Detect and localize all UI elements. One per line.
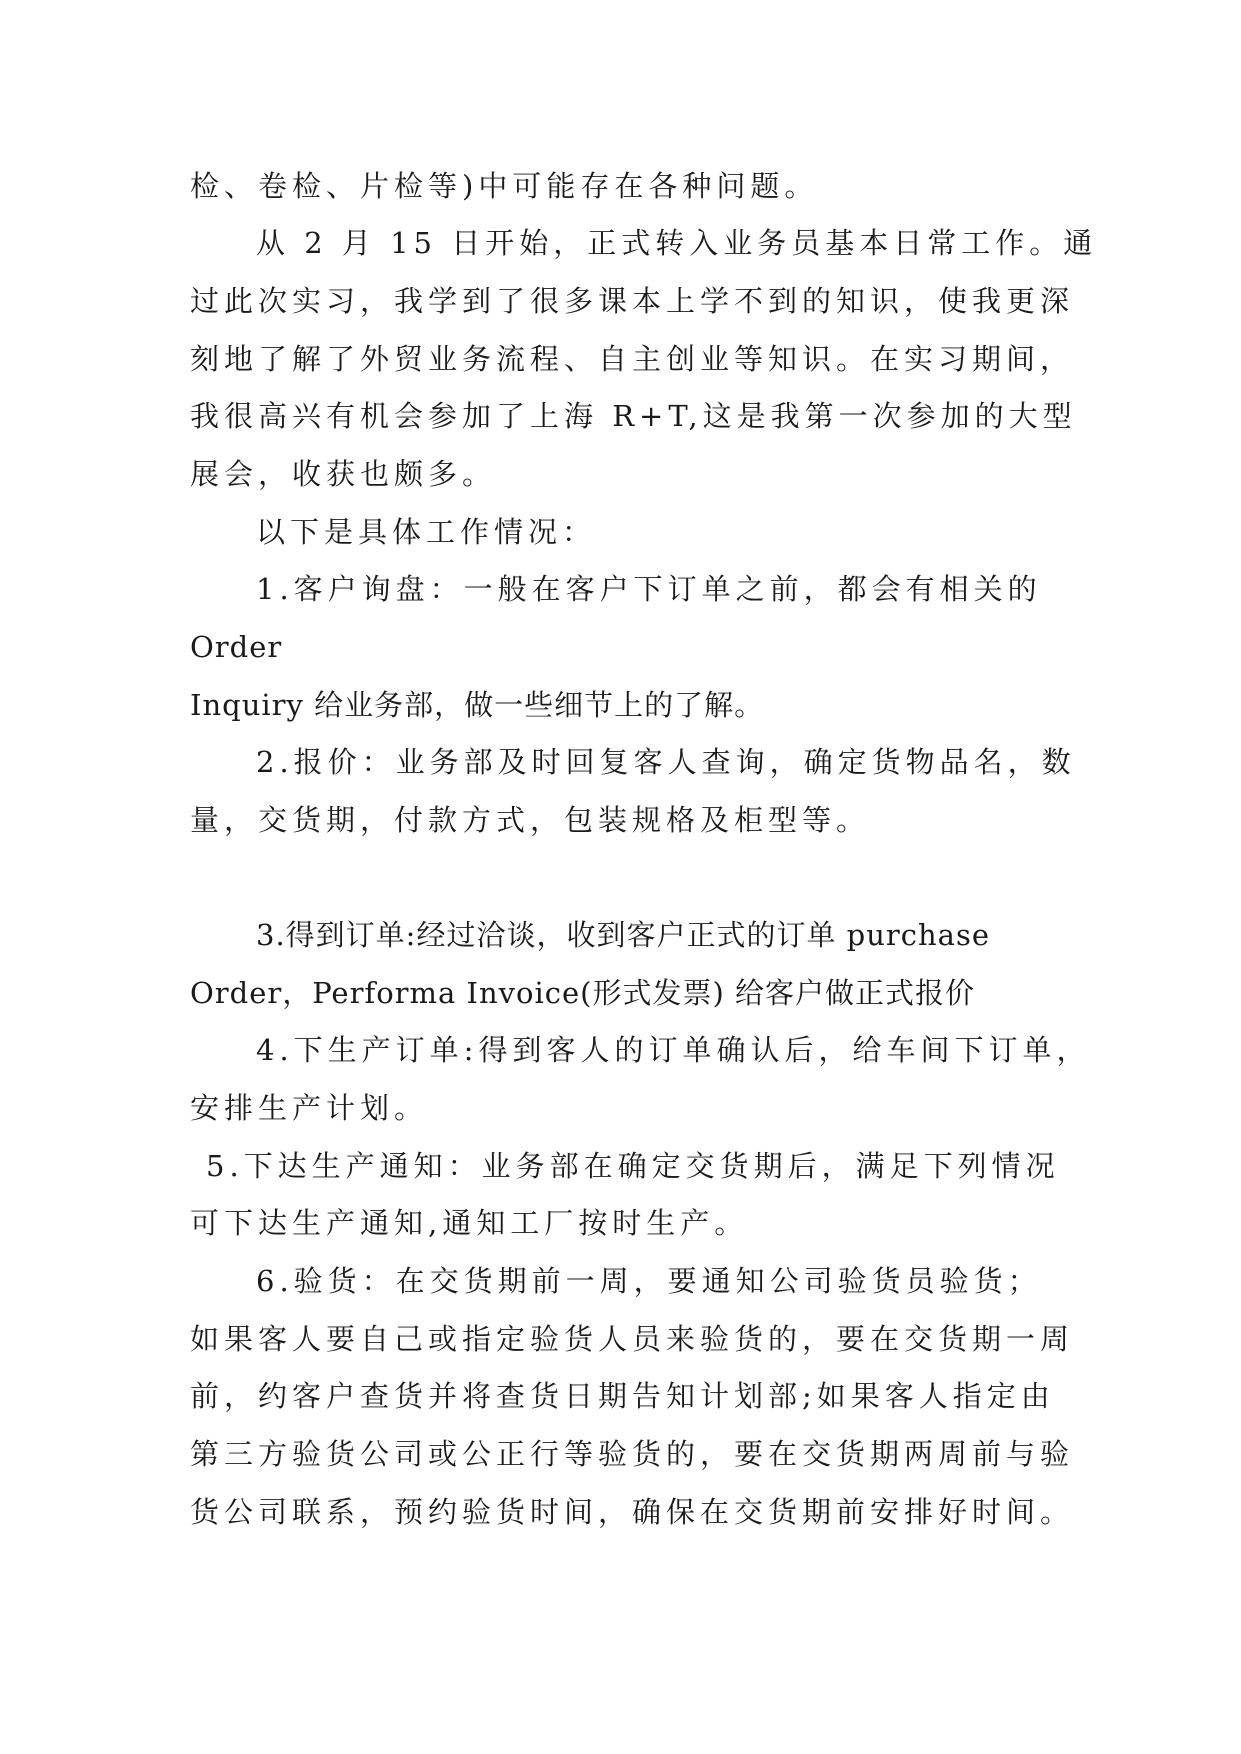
text-line: Order (190, 630, 283, 664)
text-line: 刻地了解了外贸业务流程、自主创业等知识。在实习期间， (190, 342, 1075, 376)
text-line: 6.验货：在交货期前一周，要通知公司验货员验货； (256, 1264, 1042, 1298)
text-line: 量，交货期，付款方式，包装规格及柜型等。 (190, 803, 871, 837)
text-line: 我很高兴有机会参加了上海 R+T,这是我第一次参加的大型 (190, 399, 1077, 433)
text-line: 检、卷检、片检等)中可能存在各种问题。 (190, 169, 819, 203)
text-line: 从 2 月 15 日开始，正式转入业务员基本日常工作。通 (256, 226, 1098, 260)
text-line: 如果客人要自己或指定验货人员来验货的，要在交货期一周 (190, 1322, 1075, 1356)
text-line: 4.下生产订单:得到客人的订单确认后，给车间下订单， (256, 1033, 1091, 1067)
text-line: Inquiry 给业务部，做一些细节上的了解。 (190, 688, 765, 722)
text-line: 展会，收获也颇多。 (190, 457, 497, 491)
text-line: 安排生产计划。 (190, 1091, 429, 1125)
text-line: 3.得到订单:经过洽谈，收到客户正式的订单 purchase (256, 918, 991, 952)
text-line: 1.客户询盘：一般在客户下订单之前，都会有相关的 (256, 572, 1042, 606)
text-line: 过此次实习，我学到了很多课本上学不到的知识，使我更深 (190, 284, 1075, 318)
text-line: 以下是具体工作情况： (256, 515, 597, 549)
text-line: 货公司联系，预约验货时间，确保在交货期前安排好时间。 (190, 1495, 1075, 1529)
text-line: 5.下达生产通知：业务部在确定交货期后，满足下列情况 (206, 1149, 1060, 1183)
text-line: 第三方验货公司或公正行等验货的，要在交货期两周前与验 (190, 1437, 1075, 1471)
text-line: Order，Performa Invoice(形式发票) 给客户做正式报价 (190, 976, 976, 1010)
text-line: 前，约客户查货并将查货日期告知计划部;如果客人指定由 (190, 1379, 1055, 1413)
text-line: 可下达生产通知,通知工厂按时生产。 (190, 1206, 749, 1240)
text-line: 2.报价：业务部及时回复客人查询，确定货物品名，数 (256, 745, 1076, 779)
